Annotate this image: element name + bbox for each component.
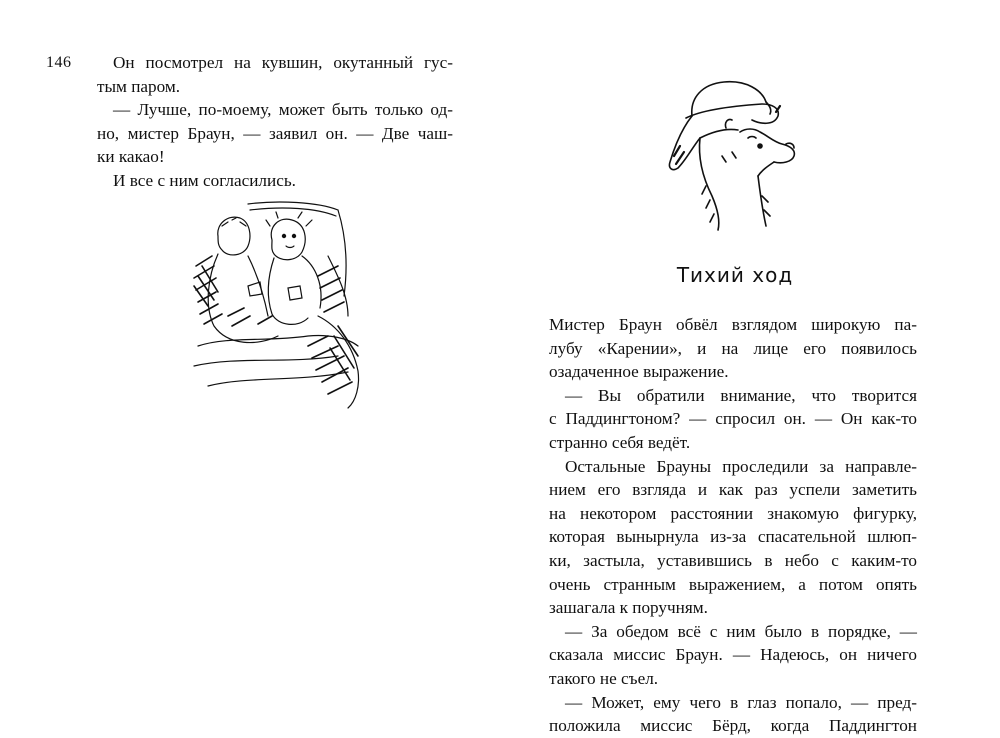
text-line: странно себя ведёт. [549,432,691,452]
bedroom-sketch-illustration [188,196,368,412]
text-line: ки, застыла, уставившись в небо с каким-то [549,550,917,570]
text-line: Он посмотрел на кувшин, окутанный гус- [113,53,453,72]
text-line: которая вынырнула из-за спасательной шлюп- [549,527,917,547]
text-line: тым паром. [97,76,181,96]
text-line: ки какао! [97,147,165,167]
text-line: Остальные Брауны проследили за направле- [565,456,917,476]
left-page-text [97,51,453,193]
text-line: с Паддингтоном? — спросил он. — Он как-то [549,409,917,429]
text-line: И все с ним согласились. [113,170,296,190]
text-line: лубу «Карении», и на лице его появилось [549,338,917,358]
text-line: но, мистер Браун, — заявил он. — Две чаш- [97,123,453,143]
text-line: положила миссис Бёрд, когда Паддингтон [549,716,917,736]
text-line: озадаченное выражение. [549,362,729,382]
text-line: — Вы обратили внимание, что творится [565,385,917,405]
right-page-text [549,313,917,738]
page-number: 146 [46,54,72,71]
text-line: нием его взгляда и как раз успели заметить [549,480,917,500]
text-line: — Лучше, по-моему, может быть только од- [113,100,453,120]
text-line: очень странным выражением, а потом опять [549,574,917,594]
text-line: зашагала к поручням. [549,598,708,618]
chapter-title: Тихий ход [676,263,794,287]
text-line: Мистер Браун обвёл взглядом широкую па- [549,315,917,334]
text-line: такого не съел. [549,668,659,688]
text-line: сказала миссис Браун. — Надеюсь, он ничего [549,645,917,665]
paddington-head-illustration [662,76,808,236]
text-line: — За обедом всё с ним было в порядке, — [565,621,917,641]
text-line: — Может, ему чего в глаз попало, — пред- [565,692,917,712]
text-line: на некотором расстоянии знакомую фигурку, [549,503,917,523]
